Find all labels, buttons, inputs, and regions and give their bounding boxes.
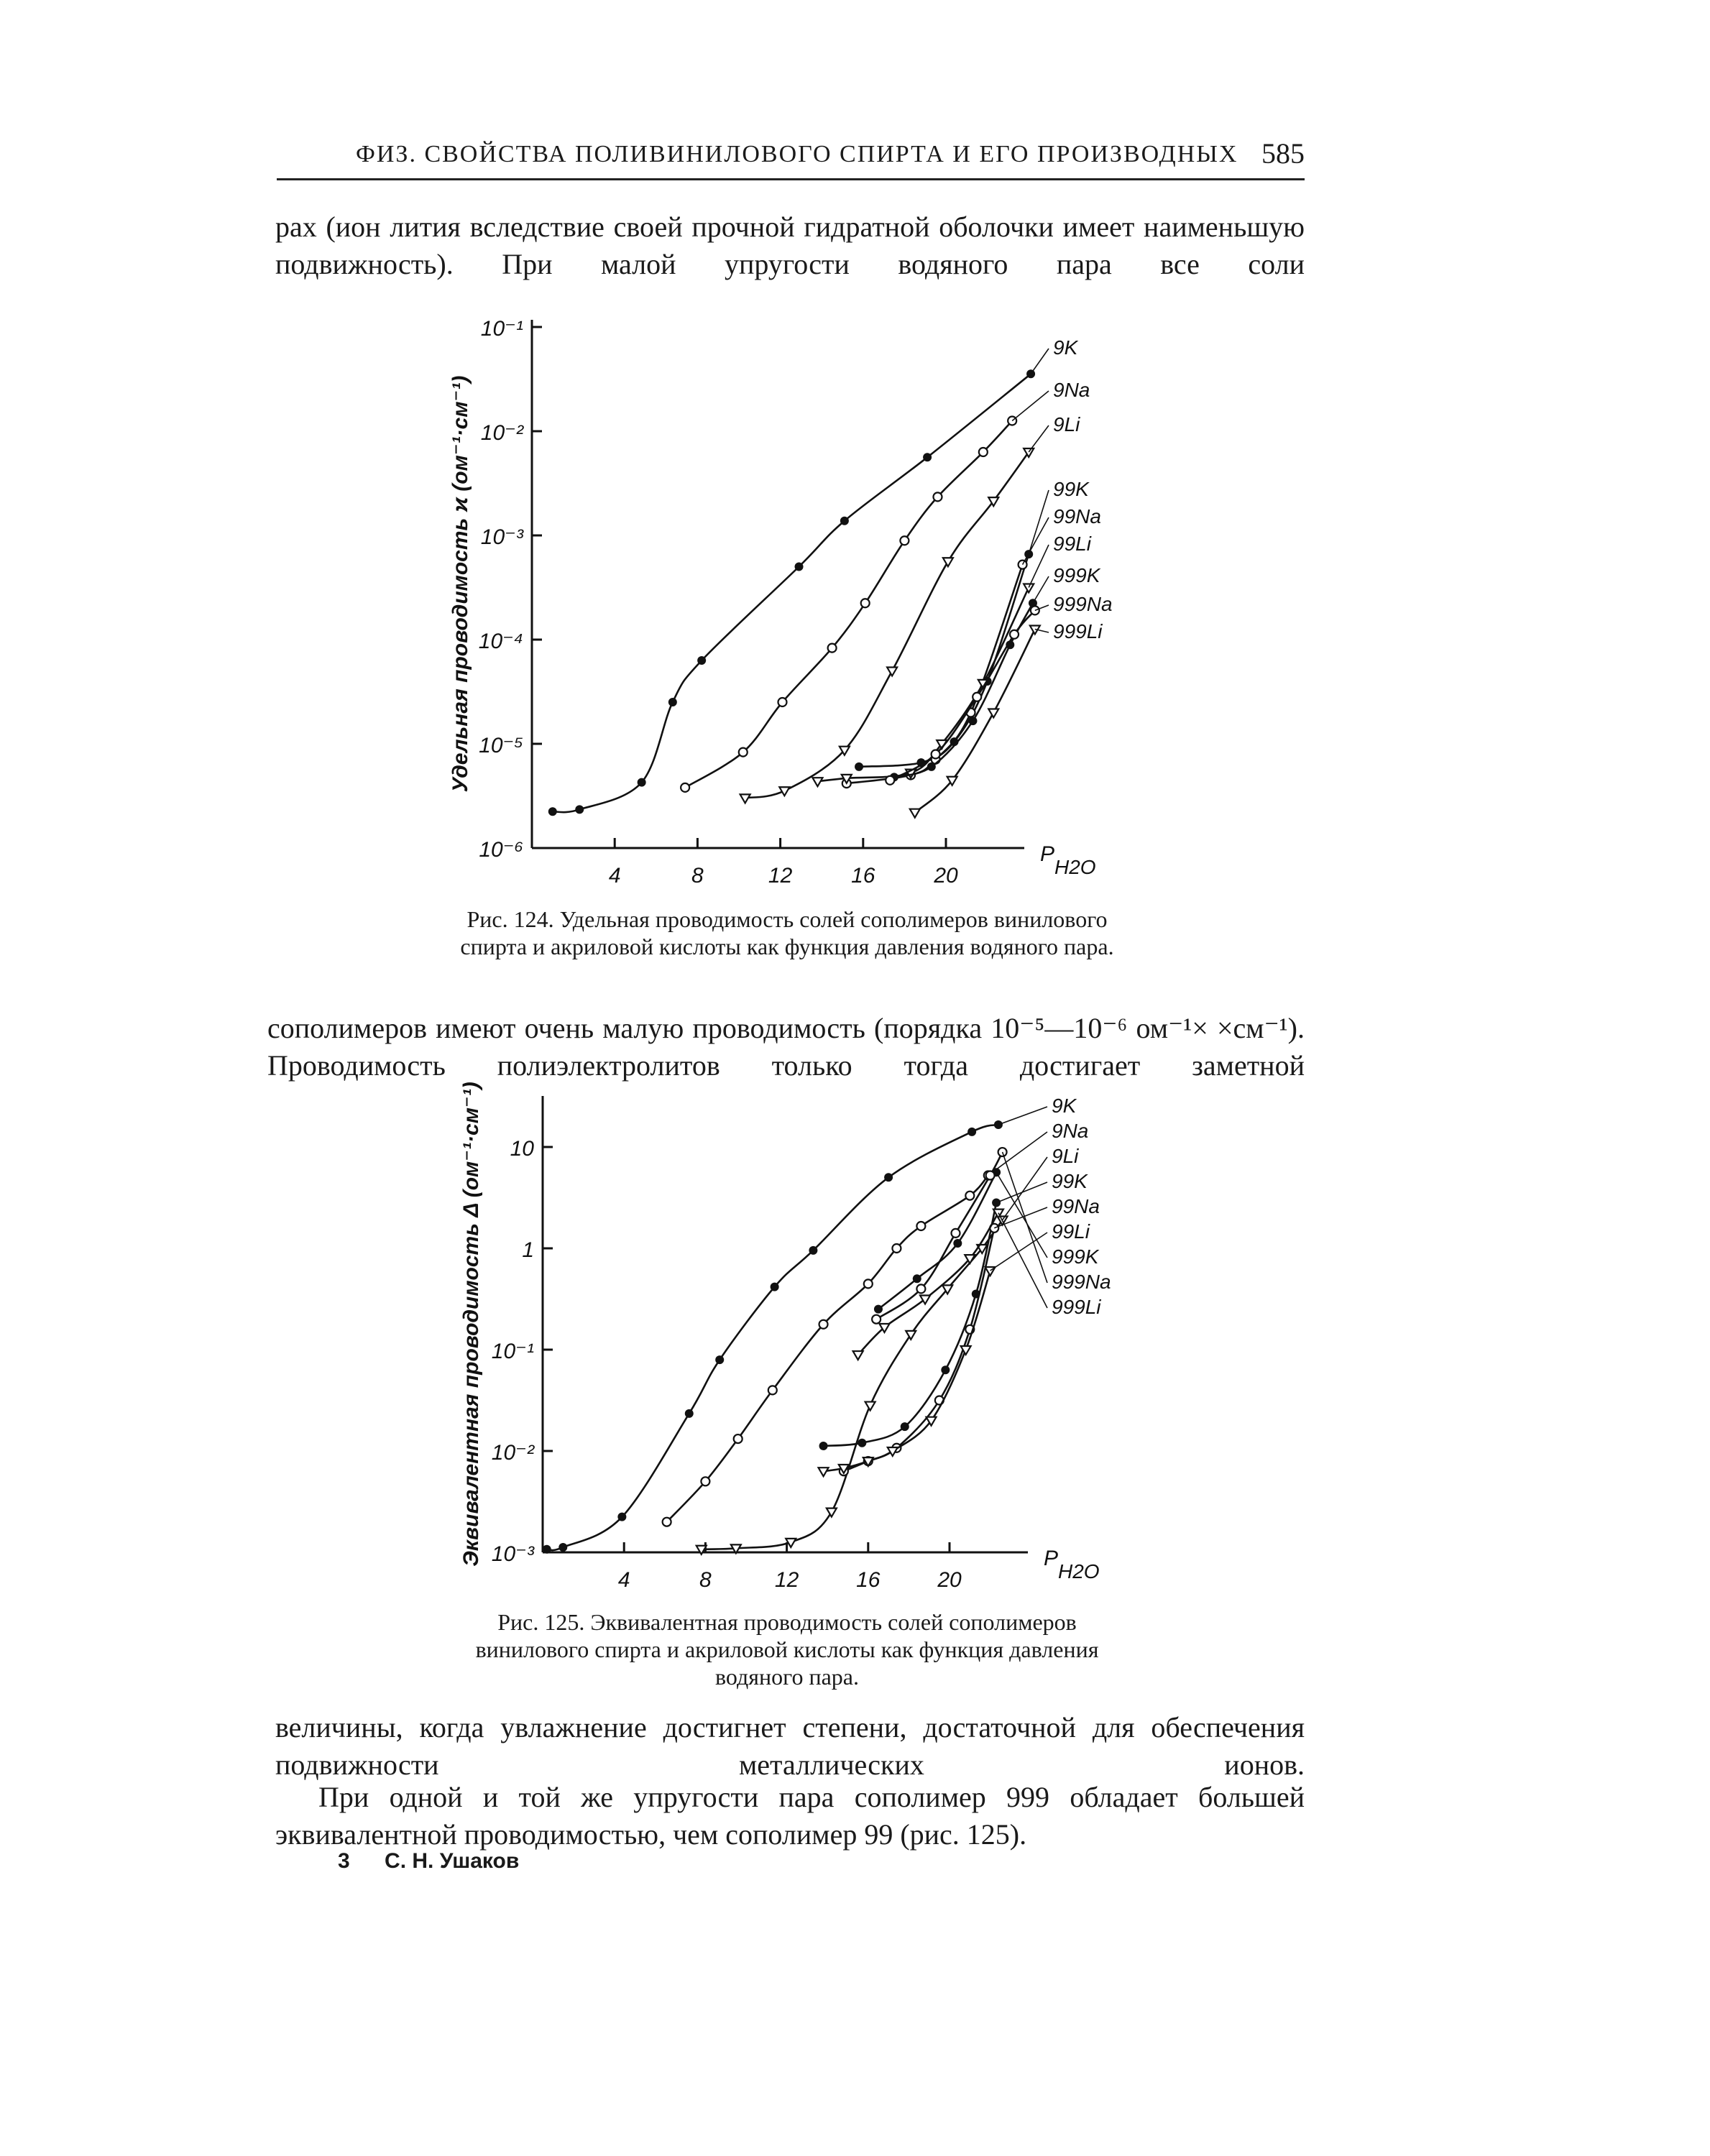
legend-leader <box>1023 517 1049 565</box>
series-label-9Li: 9Li <box>1052 1145 1079 1167</box>
series-label-99Na: 99Na <box>1053 505 1101 528</box>
x-tick-label: 20 <box>934 864 958 888</box>
data-point <box>901 1422 909 1431</box>
data-point <box>617 1513 626 1521</box>
y-tick-label: 10⁻⁴ <box>478 630 523 653</box>
data-point <box>983 677 992 686</box>
data-point <box>1024 584 1034 593</box>
data-point <box>992 1168 1001 1176</box>
data-point <box>701 1477 709 1485</box>
data-point <box>916 1222 925 1230</box>
series-line-99Li <box>817 588 1029 782</box>
x-tick-label: 12 <box>774 1568 799 1592</box>
data-point <box>819 1442 828 1450</box>
x-tick-label: 8 <box>691 864 704 888</box>
data-point <box>886 776 894 785</box>
x-tick-label: 20 <box>937 1568 962 1592</box>
series-line-9K <box>553 374 1031 812</box>
data-point <box>715 1355 724 1364</box>
data-point <box>839 1465 849 1473</box>
legend-leader <box>1003 1152 1047 1283</box>
series-label-999Li: 999Li <box>1053 620 1103 642</box>
data-point <box>973 693 981 701</box>
x-tick-label: 4 <box>617 1568 630 1592</box>
legend-leader <box>1003 1157 1047 1220</box>
data-point <box>1029 599 1037 607</box>
legend-leader <box>998 1107 1047 1125</box>
data-point <box>916 758 925 767</box>
data-point <box>1030 626 1040 635</box>
series-line-99Na <box>844 1228 995 1471</box>
data-point <box>913 1274 921 1283</box>
data-point <box>879 1324 889 1332</box>
data-point <box>965 1192 974 1200</box>
data-point <box>906 1331 916 1340</box>
data-point <box>840 517 849 525</box>
legend-leader <box>994 1207 1047 1228</box>
data-point <box>998 1217 1008 1225</box>
data-point <box>984 1171 993 1179</box>
data-point <box>965 1255 975 1263</box>
data-point <box>681 783 689 792</box>
data-point <box>906 770 916 778</box>
data-point <box>812 778 822 786</box>
data-point <box>731 1544 741 1553</box>
data-point <box>853 1351 863 1360</box>
data-point <box>1026 369 1035 378</box>
legend-leader <box>1031 349 1049 374</box>
header-title: ФИЗ. СВОЙСТВА ПОЛИВИНИЛОВОГО СПИРТА И ЕГО ПРОИЗВОДНЫХ <box>356 141 1238 167</box>
data-point <box>863 1457 873 1466</box>
series-line-9Li <box>702 1220 1003 1549</box>
data-point <box>972 1289 980 1298</box>
data-point <box>884 1173 893 1181</box>
series-label-99K: 99K <box>1052 1170 1088 1192</box>
data-point <box>558 1543 567 1552</box>
data-point <box>993 1210 1003 1218</box>
data-point <box>548 807 557 816</box>
data-point <box>819 1468 829 1476</box>
data-point <box>986 1171 995 1179</box>
x-axis-label: P <box>1040 842 1055 866</box>
legend-leader <box>1029 545 1049 588</box>
legend-leader <box>988 1132 1047 1175</box>
data-point <box>855 763 863 771</box>
y-tick-label: 10⁻⁵ <box>479 734 523 757</box>
data-point <box>988 709 998 718</box>
paragraph-1: рах (ион лития вследствие своей прочной гидратной оболочки имеет наименьшую подвижность). При малой упругости водяного пара все соли <box>275 211 1305 280</box>
running-header <box>277 135 1305 180</box>
data-point <box>942 1285 952 1294</box>
x-tick-label: 16 <box>851 864 875 888</box>
data-point <box>865 1402 875 1411</box>
figure-124-caption: Рис. 124. Удельная проводимость солей сополимеров винилового спирта и акриловой кислоты как функция давления водяного пара. <box>460 906 1114 959</box>
x-axis-label-subscript: H2O <box>1054 856 1096 878</box>
legend-leader <box>1012 391 1049 421</box>
series-line-999Na <box>890 610 1035 780</box>
data-point <box>768 1386 777 1394</box>
data-point <box>864 1457 873 1465</box>
page-number: 585 <box>1261 137 1305 170</box>
series-line-999Na <box>876 1152 1003 1319</box>
series-label-999Na: 999Na <box>1053 593 1113 615</box>
series-label-999K: 999K <box>1053 564 1100 586</box>
y-tick-label: 10⁻³ <box>491 1542 534 1566</box>
data-point <box>932 755 940 764</box>
data-point <box>927 763 936 771</box>
series-line-9Na <box>685 421 1012 788</box>
data-point <box>947 777 957 786</box>
data-point <box>842 779 851 788</box>
data-point <box>842 775 852 783</box>
x-tick-label: 8 <box>699 1568 712 1592</box>
data-point <box>795 563 804 571</box>
series-line-999K <box>878 1172 996 1309</box>
data-point <box>778 698 786 706</box>
legend-leader <box>998 1213 1047 1308</box>
y-tick-label: 10⁻² <box>491 1441 534 1465</box>
data-point <box>685 1409 694 1418</box>
data-point <box>937 740 947 749</box>
data-point <box>638 778 646 787</box>
data-point <box>858 1439 866 1447</box>
data-point <box>543 1545 551 1554</box>
paragraph-4: При одной и той же упругости пара сополимер 999 обладает большей эквивалентной проводимостью, чем сополимер 99 (рис. 125). <box>275 1781 1305 1851</box>
data-point <box>809 1246 817 1255</box>
x-axis-label-subscript: H2O <box>1058 1560 1100 1583</box>
series-label-99Na: 99Na <box>1052 1195 1100 1217</box>
series-label-9Li: 9Li <box>1053 413 1080 436</box>
series-line-999K <box>894 603 1033 777</box>
data-point <box>697 1546 707 1554</box>
data-point <box>941 1365 950 1374</box>
data-point <box>890 773 898 781</box>
data-point <box>927 1417 937 1426</box>
signature-author: С. Н. Ушаков <box>385 1849 520 1873</box>
series-label-999Na: 999Na <box>1052 1271 1111 1293</box>
data-point <box>668 698 677 706</box>
series-label-99K: 99K <box>1053 478 1089 500</box>
data-point <box>967 709 975 717</box>
data-point <box>988 497 998 506</box>
series-label-999Li: 999Li <box>1052 1296 1101 1318</box>
data-point <box>978 680 988 688</box>
series-line-99Li <box>824 1271 990 1471</box>
series-label-9K: 9K <box>1052 1095 1077 1117</box>
data-point <box>953 1239 962 1248</box>
data-point <box>840 1467 848 1475</box>
data-point <box>840 747 850 755</box>
series-label-99Li: 99Li <box>1053 533 1091 555</box>
data-point <box>1006 640 1014 649</box>
x-tick-label: 16 <box>856 1568 881 1592</box>
data-point <box>739 748 748 757</box>
series-line-99K <box>859 554 1029 767</box>
paragraph-2: сополимеров имеют очень малую проводимость (порядка 10⁻⁵—10⁻⁶ ом⁻¹× ×см⁻¹). Проводимость полиэлектролитов только тогда достигает заметной <box>267 1012 1305 1082</box>
data-point <box>965 1325 974 1334</box>
y-tick-label: 10⁻² <box>480 421 523 445</box>
data-point <box>892 1244 901 1253</box>
legend-leader <box>996 1182 1047 1203</box>
series-line-99K <box>824 1203 997 1447</box>
data-point <box>872 1315 881 1324</box>
data-point <box>828 644 837 653</box>
data-point <box>906 771 915 780</box>
data-point <box>992 1199 1001 1207</box>
data-point <box>943 558 953 566</box>
data-point <box>1008 417 1016 425</box>
y-tick-label: 1 <box>522 1238 534 1262</box>
data-point <box>950 737 959 746</box>
data-point <box>961 1346 971 1355</box>
data-point <box>1024 448 1034 457</box>
series-line-9Li <box>745 452 1029 798</box>
series-label-999K: 999K <box>1052 1245 1099 1268</box>
data-point <box>933 492 942 501</box>
data-point <box>985 1267 996 1276</box>
legend-leader <box>1029 490 1049 554</box>
data-point <box>932 750 940 759</box>
legend-leader <box>990 1233 1047 1271</box>
legend-leader <box>1035 630 1049 633</box>
y-tick-label: 10⁻¹ <box>480 317 523 341</box>
data-point <box>979 448 988 456</box>
data-point <box>786 1539 796 1547</box>
series-label-9Na: 9Na <box>1053 379 1090 401</box>
paragraph-3: величины, когда увлажнение достигнет степени, достаточной для обеспечения подвижности металлических ионов. <box>275 1711 1305 1781</box>
data-point <box>663 1518 671 1526</box>
series-line-9K <box>547 1125 998 1550</box>
data-point <box>923 453 932 461</box>
data-point <box>920 1296 930 1304</box>
data-point <box>771 1283 779 1291</box>
data-point <box>888 1447 898 1456</box>
data-point <box>951 1229 960 1238</box>
y-axis-label: Эквивалентная проводимость Δ (ом⁻¹·см⁻¹) <box>459 1082 483 1567</box>
x-axis-label: P <box>1044 1547 1059 1570</box>
data-point <box>864 1279 873 1288</box>
data-point <box>998 1148 1007 1156</box>
data-point <box>779 787 789 796</box>
data-point <box>1010 630 1019 639</box>
series-line-99Na <box>847 565 1023 784</box>
data-point <box>994 1120 1003 1129</box>
series-line-9Na <box>667 1176 988 1522</box>
data-point <box>916 1284 925 1293</box>
data-point <box>990 1224 998 1233</box>
y-tick-label: 10⁻⁶ <box>479 838 523 862</box>
data-point <box>1024 550 1033 558</box>
data-point <box>977 1245 987 1253</box>
data-point <box>874 1305 883 1314</box>
y-tick-label: 10⁻³ <box>480 525 523 549</box>
legend-leader <box>1029 425 1049 452</box>
data-point <box>1031 606 1039 614</box>
x-tick-label: 12 <box>768 864 793 888</box>
data-point <box>819 1320 828 1329</box>
legend-leader <box>1033 576 1049 603</box>
data-point <box>734 1434 743 1443</box>
data-point <box>575 805 584 814</box>
data-point <box>740 794 750 803</box>
y-axis-label: Удельная проводимость ϰ (ом⁻¹·см⁻¹) <box>449 375 472 793</box>
data-point <box>910 809 920 818</box>
data-point <box>892 1444 901 1452</box>
x-tick-label: 4 <box>608 864 621 888</box>
figure-125-caption: Рис. 125. Эквивалентная проводимость солей сополимеров винилового спирта и акриловой кислоты как функция давления водяного пара. <box>475 1609 1099 1690</box>
printer-signature <box>338 1849 548 1874</box>
data-point <box>967 1128 976 1136</box>
legend-leader <box>1035 605 1049 610</box>
data-point <box>887 668 897 676</box>
series-label-9K: 9K <box>1053 336 1078 359</box>
y-tick-label: 10 <box>510 1137 534 1161</box>
data-point <box>900 536 909 545</box>
legend-leader <box>996 1172 1047 1258</box>
data-point <box>697 656 706 665</box>
series-line-999Li <box>858 1213 998 1355</box>
data-point <box>935 1396 944 1405</box>
data-point <box>861 599 870 607</box>
y-tick-label: 10⁻¹ <box>491 1340 534 1363</box>
series-line-999Li <box>915 630 1035 813</box>
data-point <box>1019 561 1027 569</box>
series-label-99Li: 99Li <box>1052 1220 1090 1243</box>
signature-number: 3 <box>338 1849 350 1873</box>
data-point <box>827 1508 837 1517</box>
series-label-9Na: 9Na <box>1052 1120 1089 1142</box>
data-point <box>968 717 977 725</box>
